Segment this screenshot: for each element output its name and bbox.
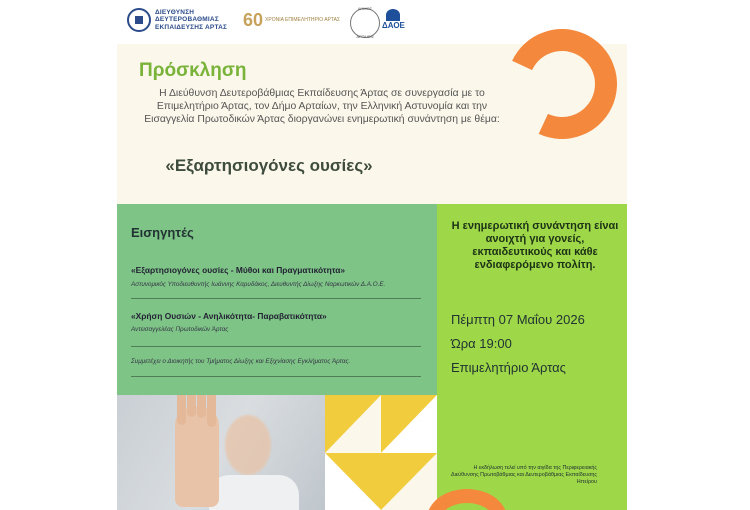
event-info-panel: [437, 204, 627, 510]
directorate-line-1: ΔΙΕΥΘΥΝΣΗ: [155, 8, 195, 16]
directorate-line-3: ΕΚΠΑΙΔΕΥΣΗΣ ΑΡΤΑΣ: [155, 23, 228, 31]
greek-seal-icon: [127, 8, 151, 32]
divider: [131, 346, 421, 347]
stop-hand-photo: [117, 395, 325, 510]
anniversary-text: ΧΡΟΝΙΑ ΕΠΙΜΕΛΗΤΗΡΙΟ ΑΡΤΑΣ: [265, 16, 340, 23]
daoe-text: ΔΑΟΕ: [382, 21, 405, 30]
yellow-triangle: [325, 395, 381, 453]
auspices-note: Η εκδήλωση τελεί υπό την αιγίδα της Περιφερειακής Διεύθυνσης Πρωτοβάθμιας και Δευτεροβάθμιας Εκπαίδευσης Ηπείρου: [450, 465, 597, 485]
event-date: Πέμπτη 07 Μαΐου 2026: [451, 312, 585, 327]
talk-speaker: Αντεισαγγελέας Πρωτοδικών Άρτας: [131, 326, 229, 333]
event-venue: Επιμελητήριο Άρτας: [451, 360, 566, 375]
talk-speaker: Αστυνομικός Υποδιευθυντής Ιωάννης Καρυδάκος, Διευθυντής Δίωξης Ναρκωτικών Δ.Α.Ο.Ε.: [131, 281, 386, 288]
municipality-logo: ΔΗΜΟΣ ΑΡΤΑΙΩΝ: [350, 8, 380, 38]
shirt: [209, 475, 299, 510]
event-topic: «Εξαρτησιογόνες ουσίες»: [165, 156, 373, 175]
chamber-anniversary-logo: [243, 10, 340, 31]
divider: [131, 376, 421, 377]
speakers-title: Εισηγητές: [131, 225, 194, 240]
talk-title: «Εξαρτησιογόνες ουσίες - Μύθοι και Πραγματικότητα»: [131, 265, 346, 275]
daoe-emblem-icon: [386, 9, 400, 21]
blurred-face: [225, 415, 271, 475]
invitation-heading: Πρόσκληση: [139, 60, 247, 81]
anniversary-number: 60: [243, 10, 264, 30]
triangle-pattern-graphic: [325, 395, 437, 510]
directorate-line-2: ΔΕΥΤΕΡΟΒΑΘΜΙΑΣ: [155, 16, 219, 24]
triangle-pattern: [325, 395, 437, 510]
event-time: Ώρα 19:00: [451, 336, 512, 351]
directorate-logo: [127, 8, 227, 32]
speakers-panel: [117, 204, 437, 395]
talk-title: «Χρήση Ουσιών - Ανηλικότητα- Παραβατικότητα»: [131, 311, 327, 321]
daoe-logo: [382, 9, 405, 30]
invitation-poster: [117, 0, 627, 510]
participation-note: Συμμετέχει ο Διοικητής του Τμήματος Δίωξης και Εξιχνίασης Εγκλήματος Άρτας.: [131, 358, 351, 365]
raised-hand: [175, 407, 219, 507]
open-invitation-text: Η ενημερωτική συνάντηση είναι ανοιχτή για γονείς, εκπαιδευτικούς και κάθε ενδιαφερόμενο πολίτη.: [451, 220, 619, 271]
divider: [131, 298, 421, 299]
invitation-intro: Η Διεύθυνση Δευτεροβάθμιας Εκπαίδευσης Άρτας σε συνεργασία με το Επιμελητήριο Άρτας, τον Δήμο Αρταίων, την Ελληνική Αστυνομία και την Εισαγγελία Πρωτοδικών Άρτας διοργανώνει ενημερωτική συνάντηση με θέμα:: [144, 88, 500, 125]
yellow-triangle: [381, 453, 437, 510]
